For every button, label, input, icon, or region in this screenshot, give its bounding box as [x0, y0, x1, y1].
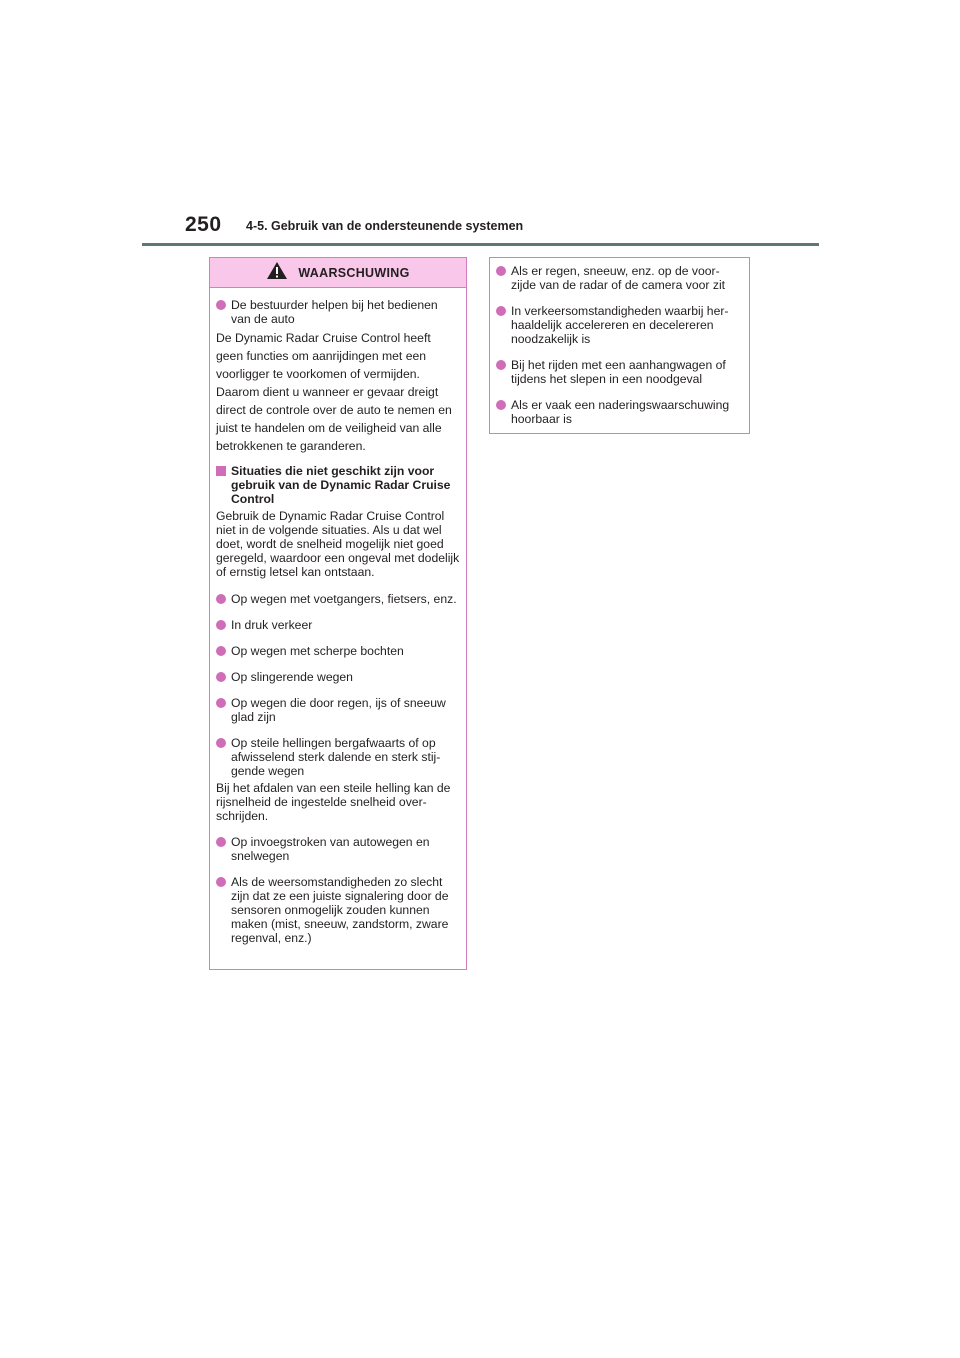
- header-rule: [142, 243, 819, 246]
- bullet-icon: [496, 306, 506, 316]
- bullet-icon: [216, 877, 226, 887]
- subheading: [216, 464, 460, 506]
- intro-paragraph: De Dynamic Radar Cruise Control heeft geen functies om aanrijdingen met een voorligger te voorkomen of vermijden. Daarom dient u wanneer er gevaar dreigt direct de controle over de auto te nemen en juist te handelen om de veiligheid van alle betrokkenen te garanderen.: [216, 331, 452, 453]
- list-item: [216, 835, 460, 863]
- bullet-text: In verkeersomstandigheden waarbij her-haaldelijk accelereren en decelereren noodzakelijk is: [511, 304, 729, 346]
- bullet-text: Als er vaak een naderingswaarschuwing hoorbaar is: [511, 398, 730, 426]
- bullet-text: Op slingerende wegen: [231, 670, 353, 684]
- bullet-text: Als er regen, sneeuw, enz. op de voor-zijde van de radar of de camera voor zit: [511, 264, 726, 292]
- list-item: [216, 298, 460, 326]
- section-title: 4-5. Gebruik van de ondersteunende systemen: [246, 219, 524, 233]
- warning-box: [209, 257, 467, 970]
- list-item: [496, 264, 743, 292]
- bullet-icon: [216, 646, 226, 656]
- bullet-text: Op wegen met scherpe bochten: [231, 644, 404, 658]
- subheading-text: Situaties die niet geschikt zijn voor gebruik van de Dynamic Radar Cruise Control: [231, 464, 451, 506]
- bullet-icon: [216, 738, 226, 748]
- warning-body: [210, 288, 466, 945]
- list-item: [496, 358, 743, 386]
- square-bullet-icon: [216, 466, 226, 476]
- bullet-text: In druk verkeer: [231, 618, 313, 632]
- bullet-icon: [496, 266, 506, 276]
- list-item: [216, 696, 460, 724]
- bullet-text: Op steile hellingen bergafwaarts of op afwisselend sterk dalende en sterk stij-gende wegen: [231, 736, 441, 778]
- list-item: [216, 618, 460, 632]
- warning-continued-box: [489, 257, 750, 434]
- subheading-paragraph: Gebruik de Dynamic Radar Cruise Control niet in de volgende situaties. Als u dat wel doet, wordt de snelheid mogelijk niet goed geregeld, waardoor een ongeval met dodelijk of ernstig letsel kan ontstaan.: [216, 509, 460, 579]
- bullet-text: Op invoegstroken van autowegen en snelwegen: [231, 835, 430, 863]
- bullet-text: Als de weersomstandigheden zo slecht zijn dat ze een juiste signalering door de sensoren onmogelijk zouden kunnen maken (mist, sneeuw, zandstorm, zware regenval, enz.): [231, 875, 449, 945]
- warning-triangle-icon: [266, 261, 288, 285]
- slope-note: Bij het afdalen van een steile helling kan de rijsnelheid de ingestelde snelheid over-schrijden.: [216, 781, 451, 823]
- list-item: [496, 304, 743, 346]
- bullet-icon: [496, 360, 506, 370]
- warning-title: WAARSCHUWING: [298, 265, 410, 280]
- list-item: [496, 398, 743, 426]
- bullet-icon: [216, 620, 226, 630]
- list-item: [216, 736, 460, 778]
- warning-header: [210, 258, 466, 288]
- list-item: [216, 875, 460, 945]
- bullet-icon: [216, 837, 226, 847]
- list-item: [216, 592, 460, 606]
- bullet-icon: [216, 300, 226, 310]
- bullet-icon: [216, 698, 226, 708]
- bullet-text: Op wegen die door regen, ijs of sneeuw glad zijn: [231, 696, 446, 724]
- bullet-icon: [496, 400, 506, 410]
- list-item: [216, 670, 460, 684]
- bullet-text: De bestuurder helpen bij het bedienen van de auto: [231, 298, 438, 326]
- page-number: 250: [185, 213, 222, 236]
- bullet-text: Bij het rijden met een aanhangwagen of tijdens het slepen in een noodgeval: [511, 358, 726, 386]
- bullet-icon: [216, 672, 226, 682]
- list-item: [216, 644, 460, 658]
- bullet-text: Op wegen met voetgangers, fietsers, enz.: [231, 592, 457, 606]
- bullet-icon: [216, 594, 226, 604]
